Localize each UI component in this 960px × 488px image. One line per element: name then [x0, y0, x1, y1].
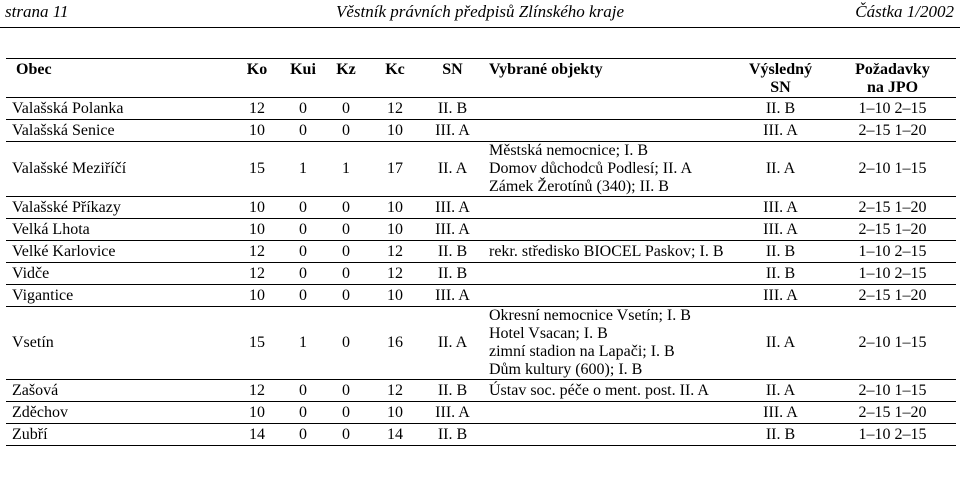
cell-sn: II. A — [422, 307, 483, 380]
cell-kc: 12 — [368, 98, 422, 120]
cell-obec: Vidče — [6, 263, 232, 285]
cell-objekty — [483, 241, 732, 263]
cell-sn: III. A — [422, 285, 483, 307]
object-line: rekr. středisko BIOCEL Paskov; I. B — [489, 242, 724, 260]
cell-obec: Zděchov — [6, 402, 232, 424]
cell-kui: 0 — [282, 98, 324, 120]
cell-pozadavky: 1–10 2–15 — [829, 241, 956, 263]
table-row — [6, 380, 956, 402]
table-row — [6, 219, 956, 241]
cell-objekty — [483, 402, 732, 424]
cell-pozadavky: 2–15 1–20 — [829, 402, 956, 424]
cell-pozadavky: 1–10 2–15 — [829, 424, 956, 446]
col-pozadavky-line1: Požadavky — [855, 61, 930, 78]
table-row — [6, 120, 956, 142]
cell-objekty — [483, 263, 732, 285]
col-pozadavky-header — [829, 59, 956, 98]
cell-objekty — [483, 219, 732, 241]
cell-ko: 10 — [232, 197, 282, 219]
cell-pozadavky: 2–10 1–15 — [829, 380, 956, 402]
cell-pozadavky: 2–15 1–20 — [829, 197, 956, 219]
cell-kui: 0 — [282, 219, 324, 241]
cell-kui: 0 — [282, 120, 324, 142]
cell-kz: 1 — [324, 142, 368, 197]
cell-objekty — [483, 424, 732, 446]
table-row — [6, 307, 956, 380]
cell-kui: 0 — [282, 402, 324, 424]
cell-ko: 15 — [232, 142, 282, 197]
cell-pozadavky: 2–10 1–15 — [829, 307, 956, 380]
cell-kz: 0 — [324, 197, 368, 219]
cell-objekty — [483, 380, 732, 402]
object-line: Městská nemocnice; I. B — [489, 142, 649, 159]
cell-pozadavky: 2–15 1–20 — [829, 219, 956, 241]
issue-number: Částka 1/2002 — [855, 2, 954, 21]
cell-pozadavky: 2–10 1–15 — [829, 142, 956, 197]
cell-kz: 0 — [324, 120, 368, 142]
object-line: Dům kultury (600); I. B — [489, 361, 643, 378]
table-body — [6, 98, 956, 446]
cell-vysledny: III. A — [732, 285, 829, 307]
object-line: zimní stadion na Lapači; I. B — [489, 343, 675, 360]
cell-objekty — [483, 307, 732, 380]
page-header — [0, 0, 960, 26]
journal-title: Věstník právních předpisů Zlínského kraje — [335, 2, 624, 21]
cell-ko: 12 — [232, 380, 282, 402]
object-line: Hotel Vsacan; I. B — [489, 325, 608, 342]
cell-kc: 12 — [368, 380, 422, 402]
cell-pozadavky: 1–10 2–15 — [829, 263, 956, 285]
cell-kui: 1 — [282, 307, 324, 380]
cell-vysledny: III. A — [732, 402, 829, 424]
municipality-table — [6, 58, 956, 446]
cell-kui: 0 — [282, 285, 324, 307]
table-row — [6, 285, 956, 307]
cell-kc: 10 — [368, 402, 422, 424]
table-row — [6, 402, 956, 424]
cell-obec: Valašské Příkazy — [6, 197, 232, 219]
object-line: Okresní nemocnice Vsetín; I. B — [489, 307, 691, 324]
cell-kz: 0 — [324, 402, 368, 424]
col-vysledny-header — [732, 59, 829, 98]
header-rule — [0, 27, 960, 28]
cell-kc: 12 — [368, 241, 422, 263]
cell-kz: 0 — [324, 285, 368, 307]
table-row — [6, 241, 956, 263]
table-row — [6, 197, 956, 219]
cell-ko: 12 — [232, 263, 282, 285]
table-row — [6, 424, 956, 446]
cell-vysledny: III. A — [732, 197, 829, 219]
cell-kui: 0 — [282, 424, 324, 446]
cell-kz: 0 — [324, 307, 368, 380]
col-pozadavky-line2: na JPO — [866, 79, 919, 96]
object-line: Domov důchodců Podlesí; II. A — [489, 160, 693, 177]
cell-kc: 14 — [368, 424, 422, 446]
cell-ko: 10 — [232, 219, 282, 241]
cell-kui: 0 — [282, 197, 324, 219]
page-number: strana 11 — [5, 2, 69, 21]
cell-pozadavky: 1–10 2–15 — [829, 98, 956, 120]
cell-sn: III. A — [422, 197, 483, 219]
cell-vysledny: II. A — [732, 380, 829, 402]
cell-kui: 1 — [282, 142, 324, 197]
cell-sn: III. A — [422, 120, 483, 142]
cell-kui: 0 — [282, 241, 324, 263]
cell-sn: II. B — [422, 263, 483, 285]
col-vysledny-line2: SN — [770, 79, 791, 96]
cell-kz: 0 — [324, 424, 368, 446]
cell-kc: 17 — [368, 142, 422, 197]
cell-objekty — [483, 98, 732, 120]
cell-ko: 12 — [232, 98, 282, 120]
cell-vysledny: II. A — [732, 307, 829, 380]
cell-obec: Velké Karlovice — [6, 241, 232, 263]
table-header-row — [6, 59, 956, 98]
cell-objekty — [483, 285, 732, 307]
cell-kui: 0 — [282, 263, 324, 285]
cell-sn: III. A — [422, 402, 483, 424]
cell-kz: 0 — [324, 241, 368, 263]
table-row — [6, 98, 956, 120]
cell-kc: 10 — [368, 197, 422, 219]
col-kui-header: Kui — [282, 59, 324, 98]
cell-obec: Vsetín — [6, 307, 232, 380]
cell-vysledny: II. B — [732, 424, 829, 446]
cell-vysledny: II. B — [732, 263, 829, 285]
col-kc-header: Kc — [368, 59, 422, 98]
cell-objekty — [483, 197, 732, 219]
cell-pozadavky: 2–15 1–20 — [829, 285, 956, 307]
cell-vysledny: II. A — [732, 142, 829, 197]
cell-kc: 12 — [368, 263, 422, 285]
col-vysledny-line1: Výsledný — [748, 61, 813, 78]
col-objekty-header: Vybrané objekty — [483, 59, 732, 98]
cell-obec: Valašské Meziříčí — [6, 142, 232, 197]
cell-sn: II. B — [422, 241, 483, 263]
table-row — [6, 263, 956, 285]
cell-ko: 14 — [232, 424, 282, 446]
cell-kc: 10 — [368, 120, 422, 142]
cell-obec: Zašová — [6, 380, 232, 402]
col-ko-header: Ko — [232, 59, 282, 98]
cell-ko: 12 — [232, 241, 282, 263]
cell-obec: Valašská Senice — [6, 120, 232, 142]
cell-vysledny: II. B — [732, 98, 829, 120]
col-kz-header: Kz — [324, 59, 368, 98]
col-obec-header: Obec — [6, 59, 232, 98]
cell-obec: Velká Lhota — [6, 219, 232, 241]
cell-vysledny: II. B — [732, 241, 829, 263]
cell-kc: 16 — [368, 307, 422, 380]
col-sn-header: SN — [422, 59, 483, 98]
cell-obec: Vigantice — [6, 285, 232, 307]
cell-ko: 10 — [232, 120, 282, 142]
cell-ko: 10 — [232, 285, 282, 307]
cell-vysledny: III. A — [732, 120, 829, 142]
object-line: Ústav soc. péče o ment. post. II. A — [489, 381, 709, 399]
cell-kui: 0 — [282, 380, 324, 402]
cell-sn: II. B — [422, 424, 483, 446]
cell-sn: III. A — [422, 219, 483, 241]
cell-obec: Zubří — [6, 424, 232, 446]
object-line: Zámek Žerotínů (340); II. B — [489, 178, 669, 195]
cell-pozadavky: 2–15 1–20 — [829, 120, 956, 142]
cell-sn: II. B — [422, 380, 483, 402]
cell-kz: 0 — [324, 98, 368, 120]
cell-kz: 0 — [324, 219, 368, 241]
cell-objekty — [483, 120, 732, 142]
cell-vysledny: III. A — [732, 219, 829, 241]
cell-ko: 15 — [232, 307, 282, 380]
cell-sn: II. B — [422, 98, 483, 120]
cell-kc: 10 — [368, 285, 422, 307]
cell-obec: Valašská Polanka — [6, 98, 232, 120]
cell-kz: 0 — [324, 380, 368, 402]
cell-kc: 10 — [368, 219, 422, 241]
cell-objekty — [483, 142, 732, 197]
cell-ko: 10 — [232, 402, 282, 424]
table-row — [6, 142, 956, 197]
cell-sn: II. A — [422, 142, 483, 197]
cell-kz: 0 — [324, 263, 368, 285]
